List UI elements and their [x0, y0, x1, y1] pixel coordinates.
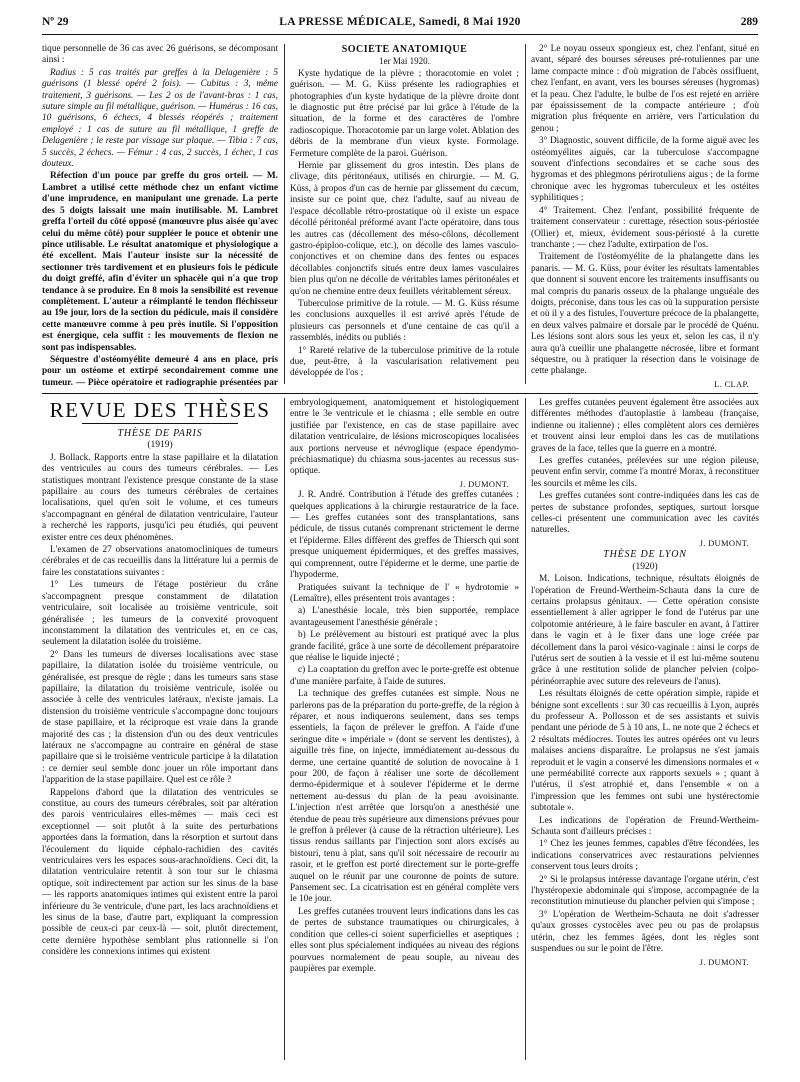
top-column-1 [42, 44, 278, 388]
paragraph: 1° Rareté relative de la tuberculose primitive de la rotule due, peut-être, à la vascularisation relativement peu développée de l'os ; [290, 345, 519, 379]
paragraph: tique personnelle de 36 cas avec 26 guérisons, se décomposant ainsi : [42, 44, 278, 66]
paragraph: Les greffes cutanées trouvent leurs indications dans les cas de pertes de substance traumatiques ou chirurgicales, à condition que celles-ci soient superficielles et aseptiques ; elles sont plus spécialement indiquées au niveau des régions pourvues normalement de peau souple, au niveau des paupières par exemple. [290, 906, 519, 974]
paragraph: 2° Si le prolapsus intéresse davantage l'organe utérin, c'est l'hystéropexie abdominale qui s'impose, accompagnée de la reconstitution minutieuse du plancher pelvien qui s'impose ; [531, 874, 759, 908]
paragraph: 1° Chez les jeunes femmes, capables d'être fécondées, les indications conservatrices avec restaurations pelviennes conservent tous leurs droits ; [531, 839, 759, 873]
paragraph: Rappelons d'abord que la dilatation des ventricules se constitue, au cours des tumeurs cérébrales, soit par altération des parois ventriculaires elles-mêmes — mais ceci est exceptionnel — soit plutôt à la suite des perturbations apportées dans la formation, dans la résorption et surtout dans l'écoulement du liquide céphalo-rachidien des cavités ventriculaires vers les espaces sous-arachnoïdiens. Ceci dit, la dilatation ventriculaire retentit à son tour sur le chiasma optique, soit indirectement par action sur les sinus de la base — les rapports anatomiques intimes qui existent entre la paroi inférieure du 3e ventricule, d'une part, les lacs arachnoïdiens et les sinus de la base, d'autre part, expliquant la compression possible de ceux-ci par ceux-là — soit, plutôt directement, cette dernière hypothèse semblant plus rationnelle si l'on considère les connexions intimes qui existent [42, 787, 278, 958]
these-heading: THÈSE DE LYON [603, 549, 687, 561]
page-number-left: Nº 29 [42, 16, 69, 28]
bottom-column-2 [290, 398, 519, 1062]
paragraph: M. Loison. Indications, technique, résultats éloignés de l'opération de Freund-Wertheim-Schauta dans la cure de certains prolapsus génitaux. — Cette opération consiste essentiellement à aller agripper le fond de l'utérus par une colpotomie antérieure, à le faire basculer en avant, à l'attirer dans le vagin et à le fixer dans une loge créée par décollement dans la paroi vésico-vaginale : ainsi le corps de l'utérus sert de soutien à la vessie et il est lui-même soutenu grâce à une restitution solide de plancher pelvien (colpo-périnéorraphie avec suture des releveurs de l'anus). [531, 574, 759, 687]
paragraph: Hernie par glissement du gros intestin. Des plans de clivage, dits péritonéaux, utilisés en chirurgie. — M. G. Küss, à propos d'un cas de hernie par glissement du cæcum, insiste sur ce point que, chez l'adulte, sauf au niveau de l'espace décollable rétro-prostatique où il existe un espace décollé péritonéal préformé avant l'acte opératoire, dans tous les autres cas (décollement des méso-côlons, décollement gastro-épiploo-colique, etc.), on décolle des lames vasculo-conjonctives et on chemine dans des fentes ou espaces décollables conjonctifs situés entre deux lames vasculaires bien plus qu'on ne décolle de véritables lames péritonéales et qu'on ne chemine entre deux feuillets véritablement séreux. [290, 161, 519, 297]
these-heading: THÈSE DE PARIS [117, 428, 203, 439]
bottom-column-3 [531, 398, 759, 1062]
column-rule [525, 44, 526, 384]
paragraph: La technique des greffes cutanées est simple. Nous ne parlerons pas de la préparation du porte-greffe, de la région à réparer, et nous indiquerons seulement, dans ses temps essentiels, la façon de prélever le greffon. A l'aide d'une seringue dite « impériale » (dont se servent les dentistes), à aiguille très fine, on injecte, immédiatement au-dessous du derme, une certaine quantité de solution de novocaïne à 1 pour 200, de façon à réaliser une sorte de décollement dermo-épidermique et à soulever l'épiderme et le derme nettement au-dessus du plan de la peau avoisinante. L'injection n'est arrêtée que lorsqu'on a anesthésié une étendue de peau très supérieure aux dimensions prévues pour le greffon à prélever (à cause de la rétraction ultérieure). Les tissus rendus saillants par l'injection sont alors excisés au bistouri, tenu à plat, sans qu'il soit nécessaire de recourir au rasoir, et le greffon est porté directement sur le porte-greffe auquel on le réunit par une couronne de points de suture. Pansement sec. La cicatrisation est en général complète vers le 10e jour. [290, 689, 519, 905]
paragraph: J. Bollack. Rapports entre la stase papillaire et la dilatation des ventricules au cours des tumeurs cérébrales. — Les statistiques montrant l'existence presque constante de la stase papillaire au cours des tumeurs cérébrales de certaines localisations, quel qu'en soit le volume, et ces tumeurs s'accompagnant en général de dilatation ventriculaire, l'auteur a recherché les rapports, jusqu'ici peu étudiés, qui peuvent exister entre ces deux phénomènes. [42, 452, 278, 543]
top-column-3 [531, 44, 759, 388]
paragraph: a) L'anesthésie locale, très bien supportée, remplace avantageusement l'anesthésie générale ; [290, 606, 519, 628]
journal-title: LA PRESSE MÉDICALE, Samedi, 8 Mai 1920 [279, 16, 521, 28]
paragraph: 3° L'opération de Wertheim-Schauta ne doit s'adresser qu'aux grosses cystocèles avec peu ou pas de prolapsus utérin, chez les femmes âgées, dont les règles sont suspendues ou sur le point de l'être. [531, 909, 759, 955]
page-number-right: 289 [740, 16, 758, 28]
paragraph: Réfection d'un pouce par greffe du gros orteil. — M. Lambret a utilisé cette méthode chez un enfant victime d'une imprudence, en manipulant une grenade. La perte des 5 doigts laissait une main inutilisable. M. Lambret greffa l'orteil du côté opposé (manœuvre plus aisée qu'avec celui du même côté) pour suppléer le pouce et obtenir une pince utilisable. Le résultat anatomique et physiologique a été excellent. Mais l'auteur insiste sur la nécessité de sectionner très tardivement et en plusieurs fois le pédicule du doigt greffé, afin d'éviter un sphacèle qui n'a que trop tendance à se produire. En 8 mois la sensibilité est revenue complètement. L'auteur a réimplanté le tendon fléchisseur au 19e jour, lors de la section du pédicule, mais il considère cette manœuvre comme à peu près inutile. Si l'opposition est énergique, cela suffit : les mouvements de flexion ne sont pas indispensables. [42, 171, 278, 353]
signature: J. DUMONT. [699, 956, 749, 967]
top-column-2 [290, 44, 519, 388]
these-year: (1920) [632, 561, 658, 572]
signature: J. DUMONT. [459, 478, 509, 489]
paragraph: 3° Diagnostic, souvent difficile, de la forme aiguë avec les ostéomyélites aiguës, car la tuberculose s'accompagne souvent d'infections secondaires et se cache sous des hygromas et des phlegmons périrotuliens aigus ; de la forme chronique avec les hygromas tuberculeux et les ostéites syphilitiques ; [531, 136, 759, 204]
paragraph: L'examen de 27 observations anatomocliniques de tumeurs cérébrales et de cas recueillis dans la littérature lui a permis de faire les constatations suivantes : [42, 545, 278, 578]
column-rule [525, 398, 526, 1060]
running-head [42, 16, 758, 35]
paragraph: Séquestre d'ostéomyélite demeuré 4 ans en place, pris pour un ostéome et extirpé secondairement comme une tumeur. — Pièce opératoire et radiographie présentées par [42, 354, 278, 388]
paragraph: Kyste hydatique de la plèvre ; thoracotomie en volet ; guérison. — M. G. Küss présente les radiographies et photographies d'un kyste hydatique de la plèvre droite dont le diagnostic put être précisé par lui grâce à l'étude de la situation, de la forme et des caractères de l'ombre radioscopique. Thoracotomie par un large volet. Ablation des débris de la membrane d'un vieux kyste. Formolage. Fermeture complète de la paroi. Guérison. [290, 68, 519, 159]
paragraph: 2° Le noyau osseux spongieux est, chez l'enfant, situé en avant, séparé des bourses séreuses pré-rotuliennes par une lame compacte mince : d'où migration de l'abcès ossifluent, chez l'enfant, en avant, vers les bourses séreuses (hygromas) et la peau. Chez l'adulte, le bulbe de l'os est rejeté en arrière par épaississement de la compacte antérieure ; d'où migration plus fréquente en arrière, vers l'articulation du genou ; [531, 44, 759, 134]
column-rule [284, 398, 285, 1060]
paragraph: Radius : 5 cas traités par greffes à la Delagenière : 5 guérisons (1 blessé opéré 2 fois). — Cubitus : 3, même traitement, 3 guérisons. — Les 2 os de l'avant-bras : 1 cas, suture simple au fil métallique, guérison. — Humérus : 16 cas, 10 guérisons, 6 échecs, 4 blessés réopérés ; traitement employé : 1 cas de suture au fil métallique, 1 greffe de Delagenière ; le reste par vissage sur plaque. — Tibia : 7 cas, 5 succès, 2 échecs. — Fémur : 4 cas, 2 succès, 1 échec, 1 cas douteux. [42, 67, 278, 170]
paragraph: Les greffes cutanées peuvent également être associées aux différentes méthodes d'autoplastie à lambeau (française, indienne ou italienne) ; elles complètent alors ces dernières et trouvent ainsi leur emploi dans les cas de mutilations graves de la face, telles que la guerre en a montré. [531, 398, 759, 454]
paragraph: Les indications de l'opération de Freund-Wertheim-Schauta sont d'ailleurs précises : [531, 815, 759, 838]
title-rule [82, 423, 238, 424]
paragraph: J. R. André. Contribution à l'étude des greffes cutanées : quelques applications à la chirurgie restauratrice de la face. — Les greffes cutanées sont des transplantations, sans pédicule, de tissus cutanés comprenant strictement le derme et l'épiderme. Elles diffèrent des greffes de Thiersch qui sont presque uniquement épidermiques, et des greffes massives, qui comprennent, outre l'épiderme et le derme, une partie de l'hypoderme. [290, 490, 519, 581]
paragraph: 1° Les tumeurs de l'étage postérieur du crâne s'accompagnent presque constamment de dilatation ventriculaire, soit localisée au troisième ventricule, soit généralisée ; les tumeurs de la convexité provoquent inconstamment la dilatation des ventricules et, en ce cas, seulement la dilatation isolée du troisième. [42, 580, 278, 648]
bottom-column-1 [42, 398, 278, 1062]
paragraph: Les greffes cutanées sont contre-indiquées dans les cas de pertes de substance profondes, septiques, surtout lorsque celles-ci présentent une communication avec les cavités naturelles. [531, 491, 759, 536]
paragraph: Traitement de l'ostéomyélite de la phalangette dans les panaris. — M. G. Küss, pour éviter les résultats lamentables que donnent si souvent encore les traitements insuffisants ou mal compris du panaris osseux de la phalange unguéale des doigts, préconise, dans tous les cas où la suppuration persiste et où il y a des fistules, l'ouverture précoce de la phalangette, en deux valves palmaire et dorsale par le procédé de Quénu. Les lésions sont alors sous les yeux et, selon les cas, il n'y aura qu'à cueillir une phalangette nécrosée, libre et formant séquestre, ou à pratiquer la résection dans le voisinage de cette phalange. [531, 252, 759, 377]
signature: L. CLAP. [714, 378, 749, 388]
section-title: SOCIÉTÉ ANATOMIQUE [341, 44, 468, 55]
paragraph: 4° Traitement. Chez l'enfant, possibilité fréquente de traitement conservateur : curettage, résection sous-périostée (Ollier) et, mieux, évidement sous-périosté à la curette tranchante ; — chez l'adulte, extirpation de l'os. [531, 205, 759, 250]
paragraph: Les greffes cutanées, prélevées sur une région pileuse, peuvent enfin servir, comme l'a montré Morax, à reconstituer les sourcils et même les cils. [531, 456, 759, 489]
paragraph: Les résultats éloignés de cette opération simple, rapide et bénigne sont excellents : sur 30 cas recueillis à Lyon, auprès du professeur A. Pollosson et de ses assistants et suivis pendant une période de 5 à 10 ans, L. ne note que 2 échecs et 2 résultats médiocres. Toutes les autres opérées ont vu leurs malaises anciens disparaître. Le prolapsus ne s'est jamais reproduit et le vagin a conservé les dimensions normales et « une perméabilité correcte aux rapports sexuels » ; quant à l'utérus, il s'est atrophié et, dans l'ensemble « on a l'impression que les femmes ont subi une hystérectomie subtotale ». [531, 689, 759, 814]
paragraph: Pratiquées suivant la technique de l' « hydrotomie » (Lemaître), elles présentent trois avantages : [290, 582, 519, 604]
paragraph: c) La coaptation du greffon avec le porte-greffe est obtenue d'une manière parfaite, à l'aide de sutures. [290, 665, 519, 687]
these-year: (1919) [147, 440, 173, 451]
section-date: 1er Mai 1920. [379, 56, 430, 67]
section-separator [42, 393, 758, 394]
signature: J. DUMONT. [699, 537, 749, 548]
revue-title: REVUE DES THÈSES [49, 398, 271, 422]
paragraph: b) Le prélèvement au bistouri est pratiqué avec la plus grande facilité, grâce à une sorte de décollement préparatoire que réalise le liquide injecté ; [290, 630, 519, 663]
paragraph: 2° Dans les tumeurs de diverses localisations avec stase papillaire, la dilatation isolée du troisième ventricule, ou généralisée, est presque de règle ; dans les tumeurs sans stase papillaire, la dilatation du troisième ventricule, isolée ou associée à celle des ventricules latéraux, n'existe jamais. La distension du troisième ventricule s'accompagne donc toujours de stase papillaire, et la réciproque est vraie dans la grande majorité des cas ; la distension d'un ou des deux ventricules latéraux ne s'accompagne au contraire en général de stase papillaire que si le troisième ventricule participe à la dilatation : ce dernier seul semble donc jouer un rôle important dans l'apparition de la stase papillaire. Quel est ce rôle ? [42, 649, 278, 786]
paragraph: embryologiquement, anatomiquement et histologiquement entre le 3e ventricule et le chiasma ; elle semble en outre justifiée par l'existence, en cas de stase papillaire avec dilatation ventriculaire, de lésions microscopiques localisées aux portions nerveuse et névroglique (espace épendymo-préchiasmatique) du chiasma sous-jacentes au recessus sus-optique. [290, 398, 519, 477]
paragraph: Tuberculose primitive de la rotule. — M. G. Küss résume les conclusions auxquelles il est arrivé après l'étude de plusieurs cas personnels et d'une centaine de cas qu'il a rassemblés, inédits ou publiés : [290, 298, 519, 344]
column-rule [284, 44, 285, 384]
